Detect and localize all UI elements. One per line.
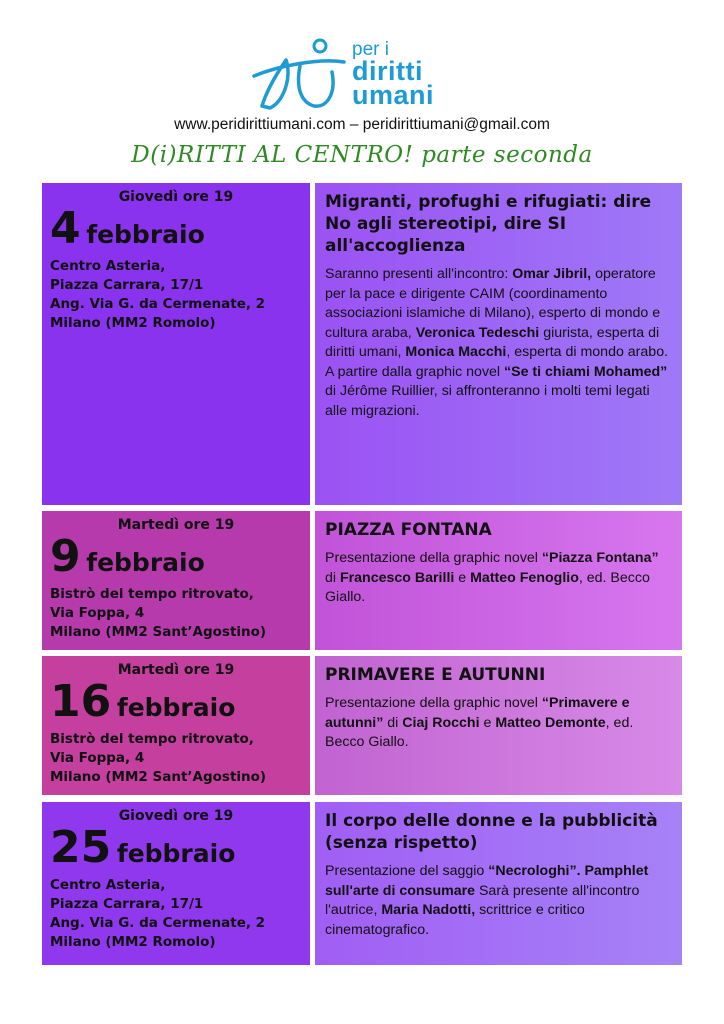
author-name: Ciaj Rocchi (402, 714, 480, 731)
desc-text: e (479, 714, 496, 731)
place-line: Milano (MM2 Sant’Agostino) (50, 624, 267, 640)
desc-text: Saranno presenti all'incontro: (325, 266, 513, 282)
event-description (325, 265, 672, 421)
event-day: 9 (50, 531, 81, 582)
desc-text: di (325, 569, 340, 586)
event-title: Il corpo delle donne e la pubblicità (senza rispetto) (325, 811, 658, 853)
desc-text: Presentazione della graphic novel (325, 550, 542, 566)
event-time: Giovedì ore 19 (118, 808, 234, 824)
running-figures-logo-icon (248, 36, 352, 112)
logo-line-1: per i (352, 39, 389, 60)
contacts-line: www.peridirittiumani.com – peridirittiumani@gmail.com (174, 116, 550, 133)
place-line: Bistrò del tempo ritrovato, (50, 731, 254, 747)
desc-text: di (383, 714, 403, 731)
event-month: febbraio (116, 693, 236, 722)
logo-line-2: diritti (352, 56, 423, 86)
desc-text: A partire dalla graphic novel (325, 363, 505, 380)
event-info-3 (42, 656, 310, 795)
event-info-1 (42, 183, 310, 505)
author-name: Matteo Demonte (495, 714, 606, 731)
event-month: febbraio (86, 548, 205, 577)
event-day: 25 (50, 822, 112, 873)
place-line: Centro Asteria, (50, 258, 166, 274)
event-row-2 (42, 511, 682, 650)
desc-text: operatore per la pace e dirigente CAIM (coordinamento associazioni islamiche di Milano), esperto di mondo e cultura araba, (325, 266, 661, 341)
event-month: febbraio (116, 839, 236, 868)
place-line: Milano (MM2 Romolo) (50, 315, 216, 331)
event-details-3 (315, 656, 682, 795)
event-description (325, 549, 672, 608)
event-description (325, 694, 672, 753)
desc-text: Presentazione della graphic novel (325, 695, 542, 711)
event-row-4 (42, 802, 682, 965)
event-description (325, 862, 672, 940)
desc-text: di Jérôme Ruillier, si affronteranno i molti temi legati alle migrazioni. (325, 383, 650, 419)
desc-text: scrittrice e critico cinematografico. (325, 902, 585, 938)
logo-text (352, 40, 434, 109)
desc-text: , ed. Becco Giallo. (325, 714, 634, 750)
place-line: Piazza Carrara, 17/1 (50, 896, 204, 912)
desc-text: Presentazione del saggio (325, 863, 489, 879)
place-line: Ang. Via G. da Cermenate, 2 (50, 296, 266, 312)
event-row-1 (42, 183, 682, 505)
desc-text: e (454, 569, 471, 586)
event-day: 16 (50, 676, 112, 727)
desc-text: , esperta di mondo arabo. (506, 344, 669, 360)
place-line: Via Foppa, 4 (50, 750, 145, 766)
event-date (50, 203, 302, 254)
book-title: “Piazza Fontana” (541, 550, 659, 566)
event-details-4 (315, 802, 682, 965)
headline: D(i)RITTI AL CENTRO! parte seconda (131, 142, 593, 168)
place-line: Bistrò del tempo ritrovato, (50, 586, 254, 602)
book-title: “Primavere e autunni” (325, 695, 630, 731)
event-place (50, 585, 302, 642)
logo (248, 36, 488, 112)
speaker-name: Veronica Tedeschi (415, 324, 540, 341)
event-day: 4 (50, 203, 81, 254)
logo-line-3: umani (352, 80, 435, 110)
place-line: Piazza Carrara, 17/1 (50, 277, 204, 293)
author-name: Matteo Fenoglio (470, 569, 579, 586)
book-title: “Se ti chiami Mohamed” (504, 363, 668, 380)
event-time: Martedì ore 19 (117, 662, 235, 678)
event-date (50, 676, 302, 727)
event-info-2 (42, 511, 310, 650)
author-name: Maria Nadotti, (381, 902, 476, 918)
event-title: PRIMAVERE E AUTUNNI (325, 665, 546, 685)
event-time: Martedì ore 19 (117, 517, 235, 533)
event-info-4 (42, 802, 310, 965)
place-line: Milano (MM2 Romolo) (50, 934, 216, 950)
author-name: Francesco Barilli (339, 569, 455, 586)
event-row-3 (42, 656, 682, 795)
event-title: Migranti, profughi e rifugiati: dire No agli stereotipi, dire SI all'accoglienza (325, 192, 652, 256)
event-place (50, 876, 302, 952)
place-line: Via Foppa, 4 (50, 605, 145, 621)
desc-text: giurista, esperta di diritti umani, (325, 324, 660, 360)
place-line: Ang. Via G. da Cermenate, 2 (50, 915, 266, 931)
event-place (50, 730, 302, 787)
event-date (50, 531, 302, 582)
place-line: Milano (MM2 Sant’Agostino) (50, 769, 267, 785)
event-place (50, 257, 302, 333)
place-line: Centro Asteria, (50, 877, 166, 893)
event-time: Giovedì ore 19 (118, 189, 234, 205)
speaker-name: Omar Jibril, (512, 266, 592, 282)
event-date (50, 822, 302, 873)
event-month: febbraio (86, 220, 205, 249)
desc-text: , ed. Becco Giallo. (325, 569, 650, 605)
event-details-1 (315, 183, 682, 505)
speaker-name: Monica Macchi (405, 344, 507, 360)
desc-text: Sarà presente all'incontro l'autrice, (325, 882, 640, 918)
event-title: PIAZZA FONTANA (325, 520, 492, 540)
event-details-2 (315, 511, 682, 650)
book-title: “Necrologhi”. Pamphlet sull'arte di consumare (325, 863, 649, 899)
